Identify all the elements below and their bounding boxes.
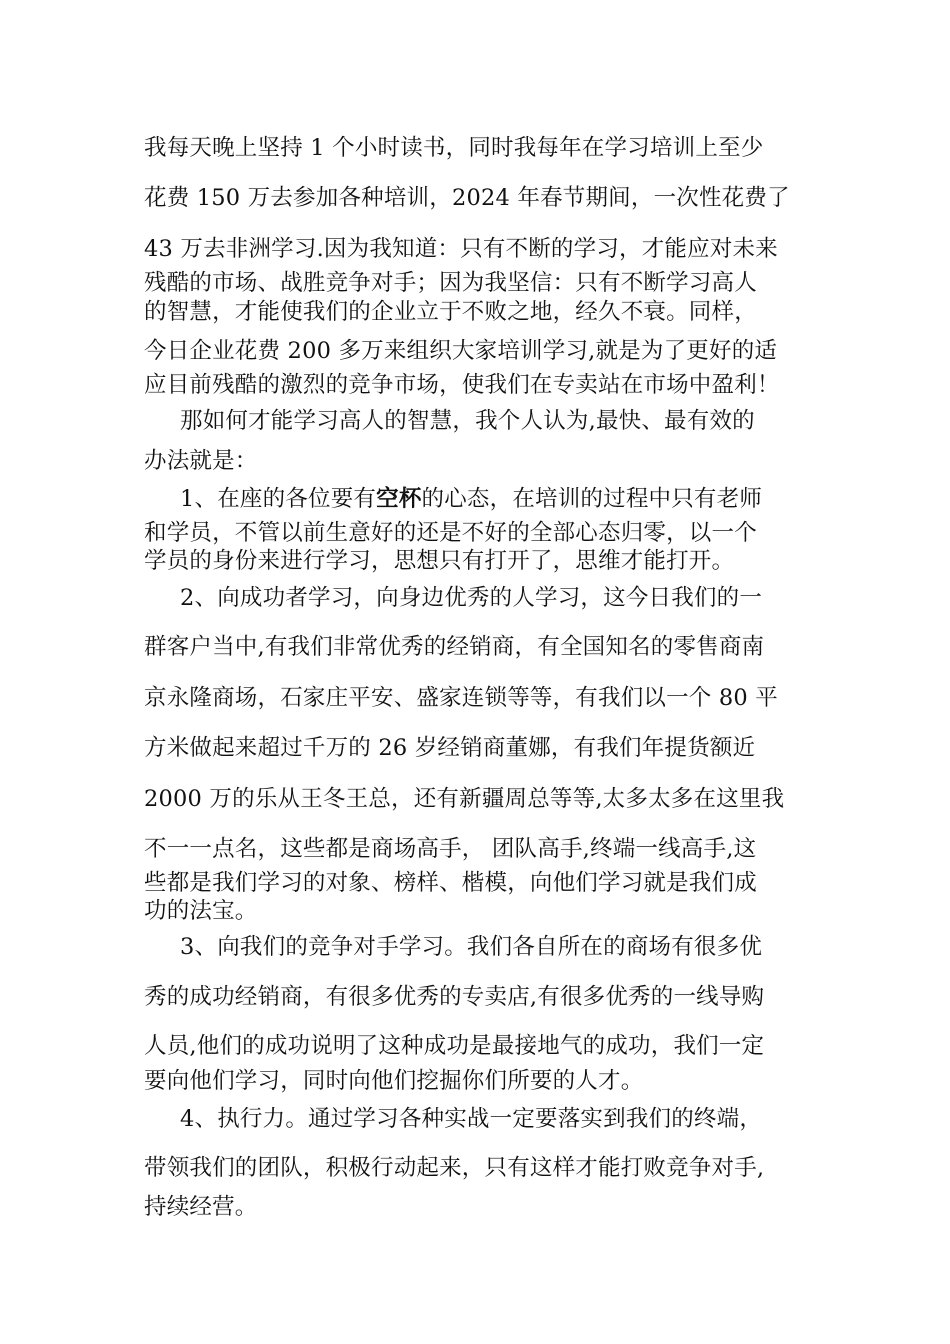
paragraph-first-line: 2、向成功者学习，向身边优秀的人学习，这今日我们的一	[180, 585, 763, 611]
text-line: 功的法宝。	[144, 898, 258, 924]
text-line: 秀的成功经销商，有很多优秀的专卖店,有很多优秀的一线导购	[144, 984, 765, 1010]
text-line: 的智慧，才能使我们的企业立于不败之地，经久不衰。同样，	[144, 299, 757, 325]
text-line: 不一一点名，这些都是商场高手， 团队高手,终端一线高手,这	[144, 836, 757, 862]
emphasis-text: 空杯	[376, 486, 422, 512]
text-segment: 1、在座的各位要有	[180, 486, 377, 512]
text-line: 要向他们学习，同时向他们挖掘你们所要的人才。	[144, 1068, 644, 1094]
text-line: 2000 万的乐从王冬王总，还有新疆周总等等,太多太多在这里我	[144, 786, 785, 812]
text-line: 京永隆商场，石家庄平安、盛家连锁等等，有我们以一个 80 平	[144, 685, 778, 711]
paragraph-first-line: 4、执行力。通过学习各种实战一定要落实到我们的终端，	[180, 1106, 763, 1132]
paragraph-first-line: 那如何才能学习高人的智慧，我个人认为,最快、最有效的	[180, 408, 755, 434]
text-line: 办法就是：	[144, 448, 258, 474]
text-line: 43 万去非洲学习.因为我知道：只有不断的学习，才能应对未来	[144, 236, 778, 262]
text-line: 我每天晚上坚持 1 个小时读书，同时我每年在学习培训上至少	[144, 135, 764, 161]
text-line: 应目前残酷的激烈的竞争市场，使我们在专卖站在市场中盈利！	[144, 372, 780, 398]
text-line: 今日企业花费 200 多万来组织大家培训学习,就是为了更好的适	[144, 338, 778, 364]
text-line: 学员的身份来进行学习，思想只有打开了，思维才能打开。	[144, 548, 735, 574]
text-line: 群客户当中,有我们非常优秀的经销商，有全国知名的零售商南	[144, 634, 765, 660]
text-line: 带领我们的团队，积极行动起来，只有这样才能打败竞争对手,	[144, 1155, 765, 1181]
text-line: 残酷的市场、战胜竞争对手；因为我坚信：只有不断学习高人	[144, 270, 757, 296]
text-line: 些都是我们学习的对象、榜样、楷模，向他们学习就是我们成	[144, 870, 757, 896]
paragraph-first-line	[180, 484, 806, 514]
paragraph-first-line: 3、向我们的竞争对手学习。我们各自所在的商场有很多优	[180, 934, 763, 960]
text-line: 方米做起来超过千万的 26 岁经销商董娜，有我们年提货额近	[144, 735, 756, 761]
text-segment: 的心态，在培训的过程中只有老师	[421, 486, 763, 512]
text-line: 人员,他们的成功说明了这种成功是最接地气的成功，我们一定	[144, 1033, 765, 1059]
text-line: 持续经营。	[144, 1194, 258, 1220]
text-line: 和学员，不管以前生意好的还是不好的全部心态归零，以一个	[144, 520, 757, 546]
text-line: 花费 150 万去参加各种培训，2024 年春节期间，一次性花费了	[144, 185, 790, 211]
